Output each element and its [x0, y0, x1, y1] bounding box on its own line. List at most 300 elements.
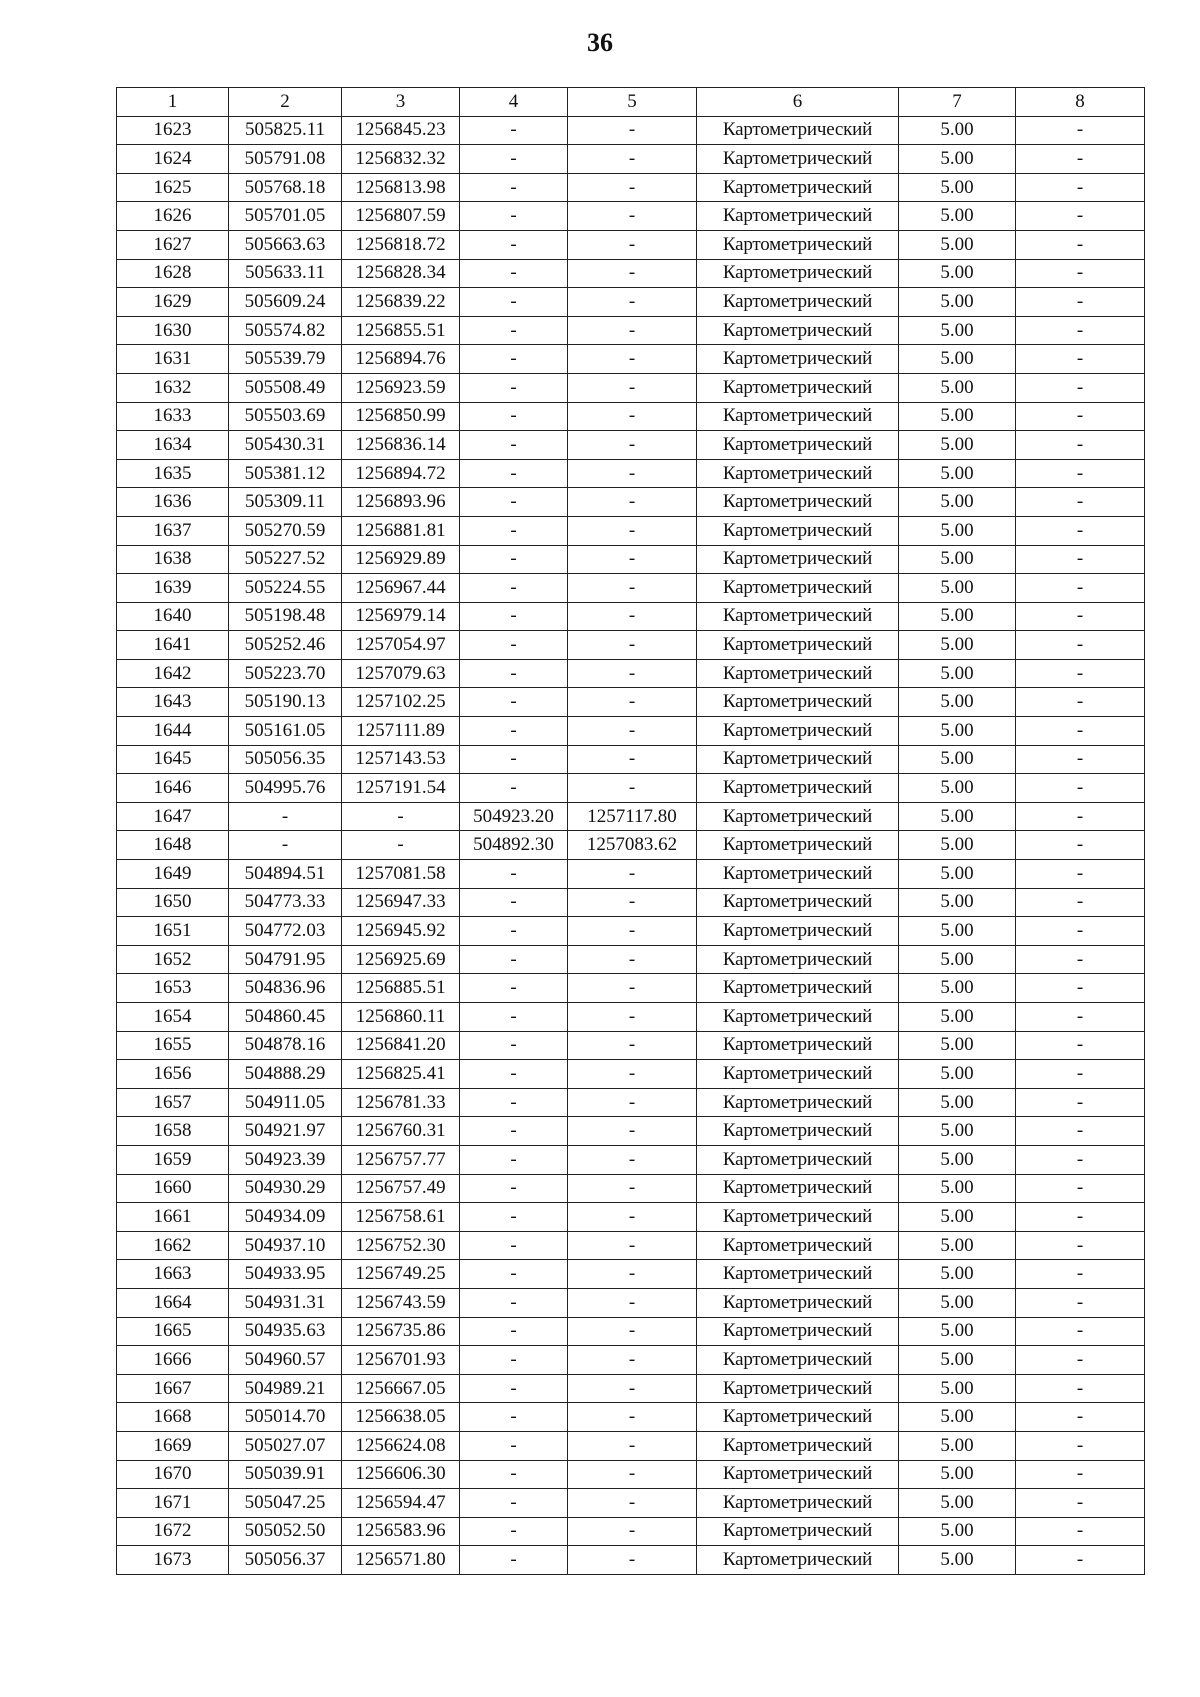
- precision-cell: 5.00: [899, 373, 1016, 402]
- note-cell: -: [1016, 860, 1145, 889]
- precision-cell: 5.00: [899, 1403, 1016, 1432]
- y-coordinate-cell: 1256825.41: [342, 1060, 460, 1089]
- y-coordinate-cell: 1256836.14: [342, 431, 460, 460]
- method-cell: Картометрический: [697, 1174, 899, 1203]
- table-row: [117, 917, 1145, 946]
- x-coordinate-cell: 505508.49: [229, 373, 342, 402]
- x-coordinate-cell: 505270.59: [229, 516, 342, 545]
- y-alt-coordinate-cell: -: [568, 402, 697, 431]
- point-number-cell: 1653: [117, 974, 229, 1003]
- precision-cell: 5.00: [899, 860, 1016, 889]
- method-cell: Картометрический: [697, 173, 899, 202]
- table-row: [117, 1174, 1145, 1203]
- y-coordinate-cell: 1256850.99: [342, 402, 460, 431]
- column-header-4: 4: [460, 88, 568, 117]
- x-coordinate-cell: 504773.33: [229, 888, 342, 917]
- x-coordinate-cell: 504931.31: [229, 1288, 342, 1317]
- note-cell: -: [1016, 1231, 1145, 1260]
- note-cell: -: [1016, 1460, 1145, 1489]
- y-alt-coordinate-cell: -: [568, 1403, 697, 1432]
- y-coordinate-cell: 1256624.08: [342, 1431, 460, 1460]
- note-cell: -: [1016, 402, 1145, 431]
- x-alt-coordinate-cell: -: [460, 1288, 568, 1317]
- x-alt-coordinate-cell: -: [460, 202, 568, 231]
- x-alt-coordinate-cell: -: [460, 745, 568, 774]
- point-number-cell: 1666: [117, 1346, 229, 1375]
- y-alt-coordinate-cell: -: [568, 1088, 697, 1117]
- table-row: [117, 1431, 1145, 1460]
- y-alt-coordinate-cell: -: [568, 373, 697, 402]
- method-cell: Картометрический: [697, 574, 899, 603]
- method-cell: Картометрический: [697, 259, 899, 288]
- y-alt-coordinate-cell: -: [568, 974, 697, 1003]
- x-alt-coordinate-cell: -: [460, 373, 568, 402]
- table-row: [117, 831, 1145, 860]
- table-row: [117, 574, 1145, 603]
- y-coordinate-cell: 1257191.54: [342, 774, 460, 803]
- point-number-cell: 1646: [117, 774, 229, 803]
- x-coordinate-cell: 505190.13: [229, 688, 342, 717]
- y-alt-coordinate-cell: -: [568, 1346, 697, 1375]
- point-number-cell: 1668: [117, 1403, 229, 1432]
- table-row: [117, 1203, 1145, 1232]
- x-alt-coordinate-cell: -: [460, 774, 568, 803]
- point-number-cell: 1673: [117, 1546, 229, 1575]
- x-alt-coordinate-cell: -: [460, 1489, 568, 1518]
- note-cell: -: [1016, 774, 1145, 803]
- point-number-cell: 1672: [117, 1517, 229, 1546]
- note-cell: -: [1016, 516, 1145, 545]
- table-row: [117, 1546, 1145, 1575]
- point-number-cell: 1640: [117, 602, 229, 631]
- y-alt-coordinate-cell: -: [568, 1260, 697, 1289]
- x-alt-coordinate-cell: -: [460, 1003, 568, 1032]
- y-alt-coordinate-cell: -: [568, 860, 697, 889]
- table-row: [117, 717, 1145, 746]
- method-cell: Картометрический: [697, 659, 899, 688]
- x-coordinate-cell: 504934.09: [229, 1203, 342, 1232]
- point-number-cell: 1630: [117, 316, 229, 345]
- note-cell: -: [1016, 831, 1145, 860]
- point-number-cell: 1637: [117, 516, 229, 545]
- x-coordinate-cell: 504888.29: [229, 1060, 342, 1089]
- precision-cell: 5.00: [899, 1031, 1016, 1060]
- y-coordinate-cell: 1256735.86: [342, 1317, 460, 1346]
- x-alt-coordinate-cell: -: [460, 1117, 568, 1146]
- table-row: [117, 860, 1145, 889]
- point-number-cell: 1669: [117, 1431, 229, 1460]
- precision-cell: 5.00: [899, 1431, 1016, 1460]
- x-alt-coordinate-cell: -: [460, 1260, 568, 1289]
- y-alt-coordinate-cell: -: [568, 945, 697, 974]
- note-cell: -: [1016, 917, 1145, 946]
- table-row: [117, 1403, 1145, 1432]
- table-row: [117, 459, 1145, 488]
- x-alt-coordinate-cell: 504923.20: [460, 802, 568, 831]
- point-number-cell: 1660: [117, 1174, 229, 1203]
- column-header-7: 7: [899, 88, 1016, 117]
- x-alt-coordinate-cell: -: [460, 1546, 568, 1575]
- precision-cell: 5.00: [899, 1060, 1016, 1089]
- method-cell: Картометрический: [697, 1517, 899, 1546]
- x-coordinate-cell: 504921.97: [229, 1117, 342, 1146]
- x-coordinate-cell: 505014.70: [229, 1403, 342, 1432]
- x-coordinate-cell: 505198.48: [229, 602, 342, 631]
- note-cell: -: [1016, 1546, 1145, 1575]
- y-coordinate-cell: 1256807.59: [342, 202, 460, 231]
- column-header-3: 3: [342, 88, 460, 117]
- x-alt-coordinate-cell: -: [460, 145, 568, 174]
- x-alt-coordinate-cell: -: [460, 1346, 568, 1375]
- point-number-cell: 1626: [117, 202, 229, 231]
- x-alt-coordinate-cell: -: [460, 1088, 568, 1117]
- point-number-cell: 1645: [117, 745, 229, 774]
- table-row: [117, 1060, 1145, 1089]
- y-coordinate-cell: 1256855.51: [342, 316, 460, 345]
- precision-cell: 5.00: [899, 1546, 1016, 1575]
- y-alt-coordinate-cell: -: [568, 1546, 697, 1575]
- x-coordinate-cell: 505027.07: [229, 1431, 342, 1460]
- point-number-cell: 1624: [117, 145, 229, 174]
- point-number-cell: 1665: [117, 1317, 229, 1346]
- method-cell: Картометрический: [697, 488, 899, 517]
- x-coordinate-cell: 504894.51: [229, 860, 342, 889]
- y-coordinate-cell: 1257102.25: [342, 688, 460, 717]
- x-coordinate-cell: 505791.08: [229, 145, 342, 174]
- x-alt-coordinate-cell: -: [460, 1203, 568, 1232]
- x-coordinate-cell: 505227.52: [229, 545, 342, 574]
- precision-cell: 5.00: [899, 545, 1016, 574]
- x-alt-coordinate-cell: -: [460, 459, 568, 488]
- y-coordinate-cell: 1256757.49: [342, 1174, 460, 1203]
- precision-cell: 5.00: [899, 288, 1016, 317]
- note-cell: -: [1016, 602, 1145, 631]
- y-alt-coordinate-cell: -: [568, 745, 697, 774]
- note-cell: -: [1016, 1031, 1145, 1060]
- note-cell: -: [1016, 1431, 1145, 1460]
- note-cell: -: [1016, 345, 1145, 374]
- table-row: [117, 173, 1145, 202]
- note-cell: -: [1016, 688, 1145, 717]
- method-cell: Картометрический: [697, 860, 899, 889]
- x-coordinate-cell: 504878.16: [229, 1031, 342, 1060]
- y-coordinate-cell: 1256752.30: [342, 1231, 460, 1260]
- table-row: [117, 545, 1145, 574]
- y-alt-coordinate-cell: -: [568, 1203, 697, 1232]
- x-coordinate-cell: 504860.45: [229, 1003, 342, 1032]
- table-header: [117, 88, 1145, 117]
- y-alt-coordinate-cell: -: [568, 1431, 697, 1460]
- method-cell: Картометрический: [697, 602, 899, 631]
- point-number-cell: 1654: [117, 1003, 229, 1032]
- point-number-cell: 1657: [117, 1088, 229, 1117]
- x-coordinate-cell: 505663.63: [229, 230, 342, 259]
- x-coordinate-cell: 505039.91: [229, 1460, 342, 1489]
- precision-cell: 5.00: [899, 1260, 1016, 1289]
- precision-cell: 5.00: [899, 631, 1016, 660]
- note-cell: -: [1016, 659, 1145, 688]
- table-row: [117, 516, 1145, 545]
- point-number-cell: 1651: [117, 917, 229, 946]
- point-number-cell: 1659: [117, 1145, 229, 1174]
- precision-cell: 5.00: [899, 459, 1016, 488]
- point-number-cell: 1636: [117, 488, 229, 517]
- table-row: [117, 373, 1145, 402]
- note-cell: -: [1016, 802, 1145, 831]
- precision-cell: 5.00: [899, 402, 1016, 431]
- x-coordinate-cell: 505701.05: [229, 202, 342, 231]
- x-coordinate-cell: 505430.31: [229, 431, 342, 460]
- table-row: [117, 116, 1145, 145]
- y-alt-coordinate-cell: -: [568, 116, 697, 145]
- point-number-cell: 1661: [117, 1203, 229, 1232]
- x-alt-coordinate-cell: -: [460, 345, 568, 374]
- y-coordinate-cell: 1257054.97: [342, 631, 460, 660]
- y-alt-coordinate-cell: -: [568, 1031, 697, 1060]
- x-alt-coordinate-cell: -: [460, 974, 568, 1003]
- y-coordinate-cell: 1256583.96: [342, 1517, 460, 1546]
- x-coordinate-cell: 505056.37: [229, 1546, 342, 1575]
- note-cell: -: [1016, 202, 1145, 231]
- table-row: [117, 1031, 1145, 1060]
- method-cell: Картометрический: [697, 1546, 899, 1575]
- y-alt-coordinate-cell: -: [568, 774, 697, 803]
- note-cell: -: [1016, 1145, 1145, 1174]
- x-coordinate-cell: 504911.05: [229, 1088, 342, 1117]
- point-number-cell: 1655: [117, 1031, 229, 1060]
- x-alt-coordinate-cell: -: [460, 717, 568, 746]
- method-cell: Картометрический: [697, 831, 899, 860]
- x-coordinate-cell: 505825.11: [229, 116, 342, 145]
- precision-cell: 5.00: [899, 116, 1016, 145]
- x-alt-coordinate-cell: -: [460, 860, 568, 889]
- table-row: [117, 345, 1145, 374]
- x-coordinate-cell: 505252.46: [229, 631, 342, 660]
- y-coordinate-cell: 1256743.59: [342, 1288, 460, 1317]
- x-coordinate-cell: 505056.35: [229, 745, 342, 774]
- note-cell: -: [1016, 1060, 1145, 1089]
- note-cell: -: [1016, 459, 1145, 488]
- method-cell: Картометрический: [697, 1031, 899, 1060]
- method-cell: Картометрический: [697, 917, 899, 946]
- precision-cell: 5.00: [899, 1460, 1016, 1489]
- table-row: [117, 974, 1145, 1003]
- column-header-5: 5: [568, 88, 697, 117]
- point-number-cell: 1641: [117, 631, 229, 660]
- method-cell: Картометрический: [697, 1374, 899, 1403]
- y-alt-coordinate-cell: -: [568, 1060, 697, 1089]
- y-coordinate-cell: 1256860.11: [342, 1003, 460, 1032]
- point-number-cell: 1663: [117, 1260, 229, 1289]
- note-cell: -: [1016, 1260, 1145, 1289]
- y-alt-coordinate-cell: -: [568, 516, 697, 545]
- table-row: [117, 688, 1145, 717]
- point-number-cell: 1631: [117, 345, 229, 374]
- x-coordinate-cell: 505224.55: [229, 574, 342, 603]
- x-coordinate-cell: 504791.95: [229, 945, 342, 974]
- y-coordinate-cell: 1256701.93: [342, 1346, 460, 1375]
- x-alt-coordinate-cell: -: [460, 1031, 568, 1060]
- x-coordinate-cell: 504995.76: [229, 774, 342, 803]
- precision-cell: 5.00: [899, 831, 1016, 860]
- y-coordinate-cell: 1256571.80: [342, 1546, 460, 1575]
- method-cell: Картометрический: [697, 402, 899, 431]
- y-alt-coordinate-cell: -: [568, 917, 697, 946]
- method-cell: Картометрический: [697, 1088, 899, 1117]
- point-number-cell: 1671: [117, 1489, 229, 1518]
- x-alt-coordinate-cell: -: [460, 688, 568, 717]
- table-row: [117, 488, 1145, 517]
- x-alt-coordinate-cell: -: [460, 1374, 568, 1403]
- precision-cell: 5.00: [899, 230, 1016, 259]
- method-cell: Картометрический: [697, 974, 899, 1003]
- y-alt-coordinate-cell: -: [568, 459, 697, 488]
- y-alt-coordinate-cell: -: [568, 717, 697, 746]
- x-alt-coordinate-cell: -: [460, 1145, 568, 1174]
- x-alt-coordinate-cell: -: [460, 1174, 568, 1203]
- y-alt-coordinate-cell: -: [568, 230, 697, 259]
- x-coordinate-cell: 504772.03: [229, 917, 342, 946]
- x-coordinate-cell: 504930.29: [229, 1174, 342, 1203]
- method-cell: Картометрический: [697, 230, 899, 259]
- table-row: [117, 1346, 1145, 1375]
- precision-cell: 5.00: [899, 659, 1016, 688]
- table-row: [117, 202, 1145, 231]
- y-coordinate-cell: 1257081.58: [342, 860, 460, 889]
- point-number-cell: 1649: [117, 860, 229, 889]
- point-number-cell: 1670: [117, 1460, 229, 1489]
- method-cell: Картометрический: [697, 745, 899, 774]
- x-alt-coordinate-cell: -: [460, 574, 568, 603]
- x-alt-coordinate-cell: -: [460, 516, 568, 545]
- x-coordinate-cell: 505047.25: [229, 1489, 342, 1518]
- y-coordinate-cell: -: [342, 802, 460, 831]
- table-row: [117, 945, 1145, 974]
- note-cell: -: [1016, 888, 1145, 917]
- x-coordinate-cell: 504960.57: [229, 1346, 342, 1375]
- precision-cell: 5.00: [899, 745, 1016, 774]
- precision-cell: 5.00: [899, 688, 1016, 717]
- y-coordinate-cell: 1256828.34: [342, 259, 460, 288]
- y-coordinate-cell: 1256760.31: [342, 1117, 460, 1146]
- y-coordinate-cell: 1256813.98: [342, 173, 460, 202]
- precision-cell: 5.00: [899, 202, 1016, 231]
- precision-cell: 5.00: [899, 945, 1016, 974]
- point-number-cell: 1628: [117, 259, 229, 288]
- note-cell: -: [1016, 230, 1145, 259]
- y-alt-coordinate-cell: -: [568, 1145, 697, 1174]
- method-cell: Картометрический: [697, 373, 899, 402]
- y-coordinate-cell: 1256638.05: [342, 1403, 460, 1432]
- precision-cell: 5.00: [899, 888, 1016, 917]
- y-alt-coordinate-cell: -: [568, 631, 697, 660]
- note-cell: -: [1016, 1174, 1145, 1203]
- note-cell: -: [1016, 1317, 1145, 1346]
- method-cell: Картометрический: [697, 459, 899, 488]
- table-row: [117, 431, 1145, 460]
- point-number-cell: 1664: [117, 1288, 229, 1317]
- precision-cell: 5.00: [899, 1231, 1016, 1260]
- y-alt-coordinate-cell: -: [568, 1231, 697, 1260]
- table-row: [117, 631, 1145, 660]
- table-row: [117, 1517, 1145, 1546]
- y-coordinate-cell: 1257111.89: [342, 717, 460, 746]
- coordinates-table: [116, 87, 1145, 1575]
- precision-cell: 5.00: [899, 717, 1016, 746]
- x-alt-coordinate-cell: -: [460, 945, 568, 974]
- precision-cell: 5.00: [899, 774, 1016, 803]
- precision-cell: 5.00: [899, 431, 1016, 460]
- table-row: [117, 145, 1145, 174]
- y-alt-coordinate-cell: 1257083.62: [568, 831, 697, 860]
- x-coordinate-cell: 505223.70: [229, 659, 342, 688]
- note-cell: -: [1016, 1003, 1145, 1032]
- x-coordinate-cell: 505381.12: [229, 459, 342, 488]
- table-row: [117, 1117, 1145, 1146]
- x-alt-coordinate-cell: -: [460, 431, 568, 460]
- y-coordinate-cell: -: [342, 831, 460, 860]
- precision-cell: 5.00: [899, 1145, 1016, 1174]
- precision-cell: 5.00: [899, 917, 1016, 946]
- table-row: [117, 288, 1145, 317]
- column-header-2: 2: [229, 88, 342, 117]
- y-coordinate-cell: 1256832.32: [342, 145, 460, 174]
- method-cell: Картометрический: [697, 1403, 899, 1432]
- method-cell: Картометрический: [697, 145, 899, 174]
- y-coordinate-cell: 1256841.20: [342, 1031, 460, 1060]
- y-alt-coordinate-cell: -: [568, 688, 697, 717]
- x-alt-coordinate-cell: -: [460, 1231, 568, 1260]
- y-coordinate-cell: 1256749.25: [342, 1260, 460, 1289]
- y-alt-coordinate-cell: -: [568, 288, 697, 317]
- x-coordinate-cell: 504836.96: [229, 974, 342, 1003]
- table-row: [117, 230, 1145, 259]
- x-alt-coordinate-cell: -: [460, 316, 568, 345]
- y-coordinate-cell: 1256757.77: [342, 1145, 460, 1174]
- table-row: [117, 774, 1145, 803]
- precision-cell: 5.00: [899, 1174, 1016, 1203]
- method-cell: Картометрический: [697, 1288, 899, 1317]
- y-alt-coordinate-cell: -: [568, 1489, 697, 1518]
- method-cell: Картометрический: [697, 1117, 899, 1146]
- x-coordinate-cell: -: [229, 802, 342, 831]
- x-alt-coordinate-cell: -: [460, 1403, 568, 1432]
- x-coordinate-cell: -: [229, 831, 342, 860]
- precision-cell: 5.00: [899, 1088, 1016, 1117]
- x-coordinate-cell: 505309.11: [229, 488, 342, 517]
- y-coordinate-cell: 1257079.63: [342, 659, 460, 688]
- method-cell: Картометрический: [697, 1460, 899, 1489]
- point-number-cell: 1634: [117, 431, 229, 460]
- x-coordinate-cell: 505633.11: [229, 259, 342, 288]
- y-alt-coordinate-cell: -: [568, 1003, 697, 1032]
- note-cell: -: [1016, 488, 1145, 517]
- y-alt-coordinate-cell: 1257117.80: [568, 802, 697, 831]
- note-cell: -: [1016, 631, 1145, 660]
- point-number-cell: 1635: [117, 459, 229, 488]
- y-coordinate-cell: 1256606.30: [342, 1460, 460, 1489]
- y-alt-coordinate-cell: -: [568, 202, 697, 231]
- x-coordinate-cell: 505052.50: [229, 1517, 342, 1546]
- note-cell: -: [1016, 173, 1145, 202]
- point-number-cell: 1627: [117, 230, 229, 259]
- y-alt-coordinate-cell: -: [568, 1174, 697, 1203]
- point-number-cell: 1662: [117, 1231, 229, 1260]
- note-cell: -: [1016, 373, 1145, 402]
- x-coordinate-cell: 504933.95: [229, 1260, 342, 1289]
- method-cell: Картометрический: [697, 545, 899, 574]
- table-row: [117, 602, 1145, 631]
